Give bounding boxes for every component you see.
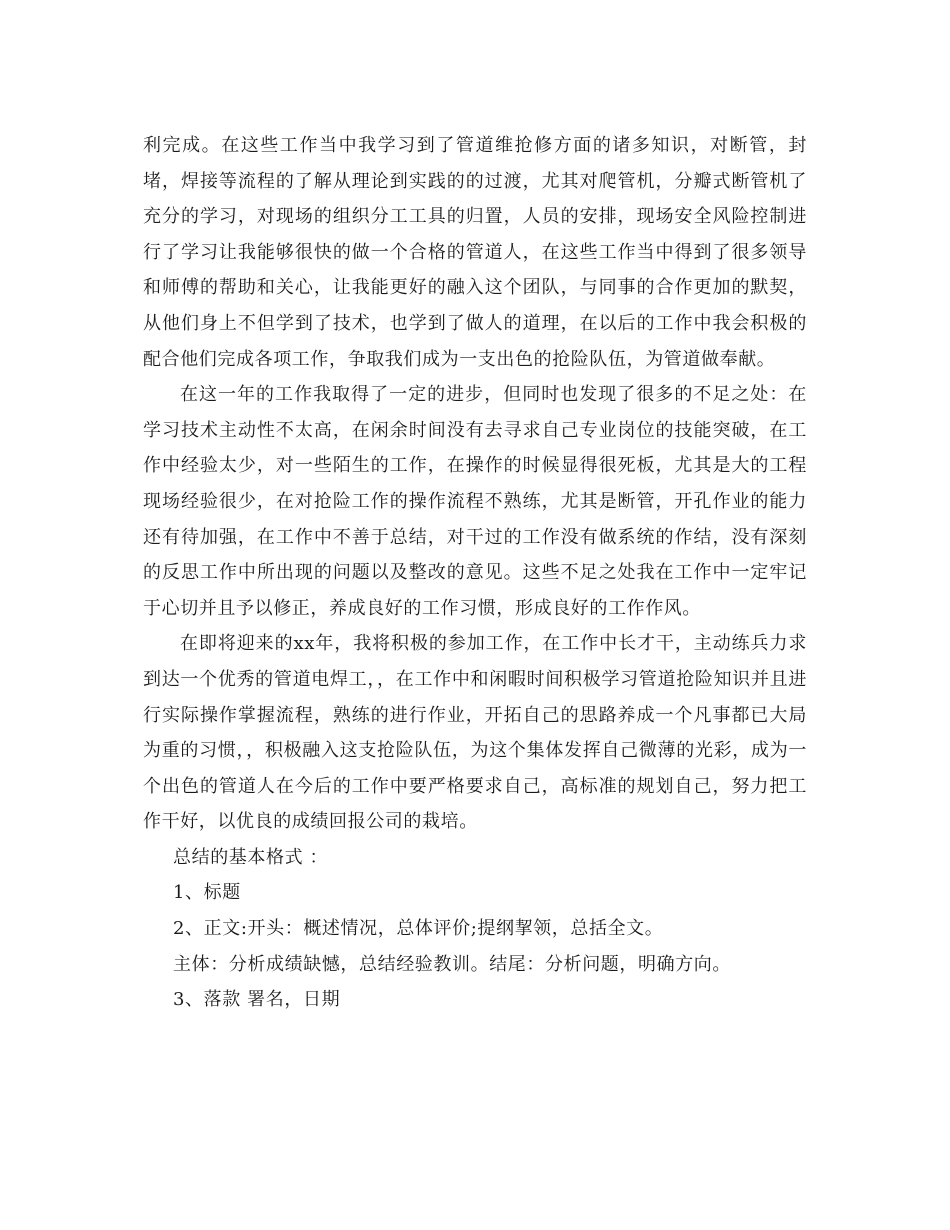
paragraph-plans: 在即将迎来的xx年，我将积极的参加工作，在工作中长才干，主动练兵力求到达一个优秀的管道电焊工，，在工作中和闲暇时间积极学习管道抢险知识并且进行实际操作掌握流程，熟练的进行作业，开拓自己的思路养成一个凡事都已大局为重的习惯，，积极融入这支抢险队伍，为这个集体发挥自己微薄的光彩，成为一个出色的管道人在今后的工作中要严格要求自己，高标准的规划自己，努力把工作干好，以优良的成绩回报公司的栽培。	[143, 633, 807, 833]
format-heading: 总结的基本格式 ：	[173, 846, 329, 868]
document-page	[143, 128, 807, 1018]
format-item-title: 1、标题	[173, 882, 241, 904]
paragraph-continuation: 利完成。在这些工作当中我学习到了管道维抢修方面的诸多知识，对断管，封堵，焊接等流程的了解从理论到实践的的过渡，尤其对爬管机，分瓣式断管机了充分的学习，对现场的组织分工工具的归置，人员的安排，现场安全风险控制进行了学习让我能够很快的做一个合格的管道人，在这些工作当中得到了很多领导和师傅的帮助和关心，让我能更好的融入这个团队，与同事的合作更加的默契，从他们身上不但学到了技术，也学到了做人的道理，在以后的工作中我会积极的配合他们完成各项工作，争取我们成为一支出色的抢险队伍，为管道做奉献。	[143, 135, 807, 370]
format-item-main: 主体：分析成绩缺憾，总结经验教训。结尾：分析问题，明确方向。	[173, 953, 731, 975]
paragraph-shortcomings: 在这一年的工作我取得了一定的进步，但同时也发现了很多的不足之处：在学习技术主动性不太高，在闲余时间没有去寻求自己专业岗位的技能突破，在工作中经验太少，对一些陌生的工作，在操作的时候显得很死板，尤其是大的工程现场经验很少，在对抢险工作的操作流程不熟练，尤其是断管，开孔作业的能力还有待加强，在工作中不善于总结，对干过的工作没有做系统的作结，没有深刻的反思工作中所出现的问题以及整改的意见。这些不足之处我在工作中一定牢记于心切并且予以修正，养成良好的工作习惯，形成良好的工作作风。	[143, 384, 807, 619]
format-item-signature: 3、落款 署名，日期	[173, 989, 341, 1011]
format-item-body: 2、正文:开头：概述情况，总体评价;提纲挈领，总括全文。	[173, 918, 664, 940]
